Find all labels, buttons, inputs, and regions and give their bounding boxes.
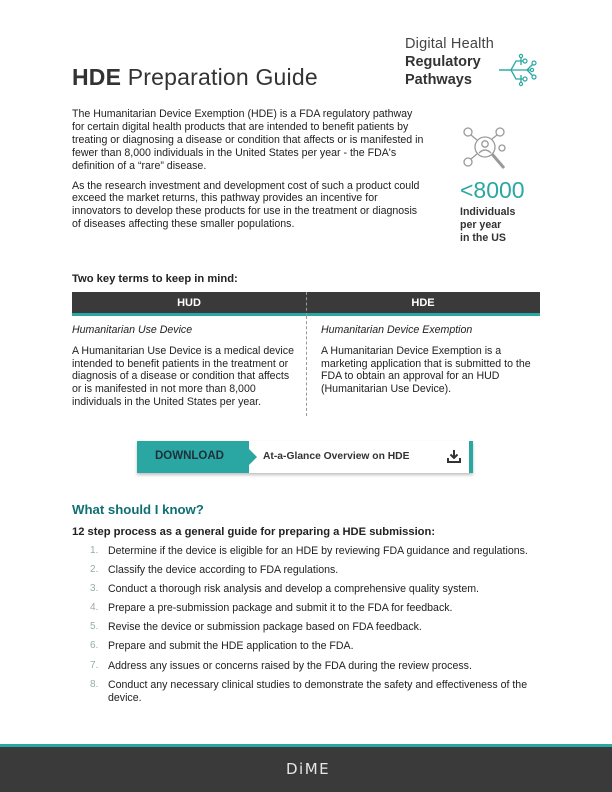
step-item	[72, 660, 542, 673]
intro-text	[72, 108, 424, 231]
download-button[interactable]	[137, 441, 473, 473]
step-text: Conduct a thorough risk analysis and develop a comprehensive quality system.	[108, 583, 479, 596]
footer-bar	[0, 744, 612, 792]
step-text: Prepare and submit the HDE application to the FDA.	[108, 640, 354, 653]
download-tag-label: DOWNLOAD	[155, 450, 224, 462]
step-number: 8.	[90, 678, 99, 690]
page-title	[72, 64, 318, 91]
step-item	[72, 602, 542, 615]
step-number: 5.	[90, 621, 99, 633]
stat-label-line-2: per year	[460, 219, 502, 231]
intro-paragraph-2: As the research investment and development cost of such a product could exceed the market returns, this pathway provides an incentive for innovators to develop these products for use in the treatment or diagnosis of diseases affecting these smaller populations.	[72, 179, 420, 231]
step-number: 2.	[90, 564, 99, 576]
step-text: Determine if the device is eligible for an HDE by reviewing FDA guidance and regulations.	[108, 545, 528, 557]
step-number: 4.	[90, 602, 99, 614]
intro-paragraph-1: The Humanitarian Device Exemption (HDE) is a FDA regulatory pathway for certain digital health products that are intended to benefit patients by treating or diagnosing a disease or condition that affects or is manifested in fewer than 8,000 individuals in the United States per year - the FDA's definition of a “rare” disease.	[72, 108, 424, 172]
download-icon	[447, 449, 461, 463]
step-number: 3.	[90, 583, 99, 595]
step-item	[72, 640, 542, 653]
brand-line-3: Pathways	[405, 72, 472, 88]
term-subtitle-hud: Humanitarian Use Device	[72, 324, 193, 336]
step-text: Conduct any necessary clinical studies to demonstrate the safety and effectiveness of the device.	[108, 678, 528, 704]
step-item	[72, 679, 542, 705]
stat-label-line-3: in the US	[460, 232, 506, 244]
step-item	[72, 545, 542, 558]
brand-line-2: Regulatory	[405, 54, 481, 70]
brand-line-1: Digital Health	[405, 36, 495, 52]
step-text: Classify the device according to FDA regulations.	[108, 564, 339, 577]
step-text: Prepare a pre-submission package and submit it to the FDA for feedback.	[108, 602, 453, 615]
term-header-hde: HDE	[411, 297, 435, 309]
term-body-hde: A Humanitarian Device Exemption is a marketing application that is submitted to the FDA to obtain an approval for an HUD (Humanitarian Use Device).	[321, 344, 531, 396]
terms-table	[72, 292, 540, 416]
terms-table-body	[72, 316, 540, 416]
steps-list	[72, 545, 542, 711]
circuit-logo-icon	[497, 53, 539, 87]
step-text: Address any issues or concerns raised by the FDA during the review process.	[108, 659, 472, 672]
term-column-hud	[72, 324, 296, 409]
step-item	[72, 583, 542, 596]
section-subheading: 12 step process as a general guide for preparing a HDE submission:	[72, 526, 436, 538]
download-label: At-a-Glance Overview on HDE	[263, 451, 410, 462]
people-search-icon	[460, 124, 510, 172]
terms-table-header	[72, 292, 540, 316]
step-number: 7.	[90, 659, 99, 671]
brand-block	[405, 36, 545, 92]
step-item	[72, 564, 542, 577]
term-body-hud: A Humanitarian Use Device is a medical device intended to benefit patients in the treatment or diagnosis of a disease or condition that affects or is manifested in not more than 8,000 individuals in the United States per year.	[72, 344, 294, 408]
step-item	[72, 621, 542, 634]
term-subtitle-hde: Humanitarian Device Exemption	[321, 324, 473, 336]
title-bold: HDE	[72, 64, 122, 90]
stat-label	[460, 206, 570, 245]
term-column-hde	[321, 324, 539, 396]
title-rest: Preparation Guide	[121, 64, 318, 90]
footer-logo: DiME	[286, 760, 331, 778]
section-heading: What should I know?	[72, 502, 204, 517]
stat-number: <8000	[460, 177, 525, 203]
term-header-hud: HUD	[177, 297, 201, 309]
stat-label-line-1: Individuals	[460, 206, 516, 218]
step-number: 6.	[90, 640, 99, 652]
step-number: 1.	[90, 545, 99, 556]
download-tag	[141, 441, 249, 473]
key-terms-heading: Two key terms to keep in mind:	[72, 273, 238, 285]
step-text: Revise the device or submission package based on FDA feedback.	[108, 621, 422, 634]
